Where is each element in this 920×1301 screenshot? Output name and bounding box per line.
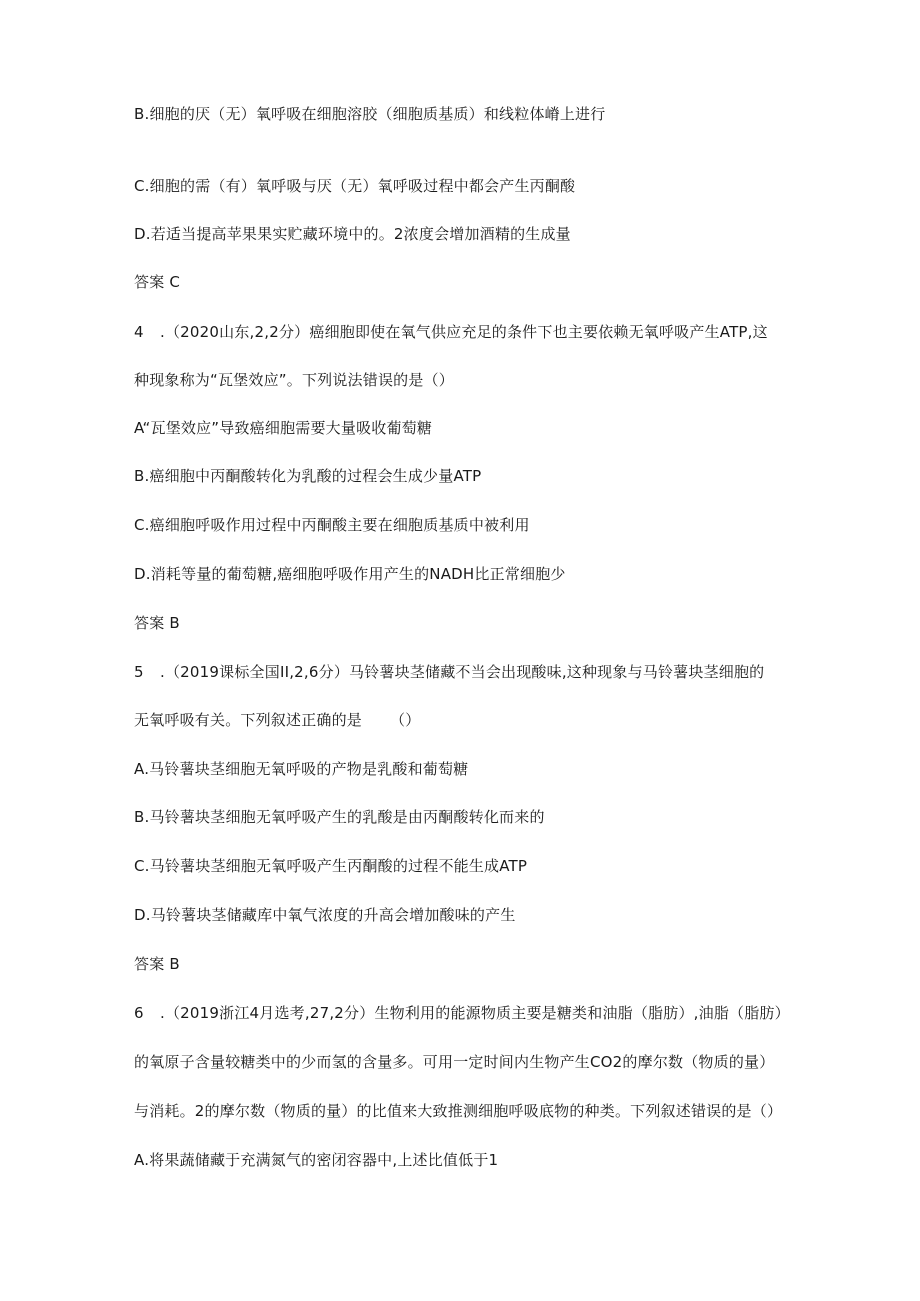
option-5b: B.马铃薯块茎细胞无氧呼吸产生的乳酸是由丙酮酸转化而来的 [134,808,545,826]
question-6-line-2: 的氧原子含量较糖类中的少而氢的含量多。可用一定时间内生物产生CO2的摩尔数（物质的量） [134,1053,775,1071]
question-5-line-2 [134,710,420,730]
option-4b: B.癌细胞中丙酮酸转化为乳酸的过程会生成少量ATP [134,467,482,485]
question-number: 6 [134,1004,144,1022]
question-6-line-1 [134,1003,790,1023]
question-5-line-1 [134,662,764,682]
option-3b: B.细胞的厌（无）氧呼吸在细胞溶胶（细胞质基质）和线粒体嵴上进行 [134,105,606,123]
option-5a: A.马铃薯块茎细胞无氧呼吸的产物是乳酸和葡萄糖 [134,760,469,778]
question-number: 5 [134,663,144,681]
option-4c: C.癌细胞呼吸作用过程中丙酮酸主要在细胞质基质中被利用 [134,516,530,534]
question-number: 4 [134,323,144,341]
question-text: 无氧呼吸有关。下列叙述正确的是 [134,711,363,729]
answer-blank: （） [390,711,421,729]
option-3c: C.细胞的需（有）氧呼吸与厌（无）氧呼吸过程中都会产生丙酮酸 [134,177,576,195]
answer-3: 答案 C [134,273,181,291]
question-4-line-2: 种现象称为“瓦堡效应”。下列说法错误的是（） [134,371,454,389]
option-3d: D.若适当提高苹果果实贮藏环境中的。2浓度会增加酒精的生成量 [134,225,571,243]
question-6-line-3: 与消耗。2的摩尔数（物质的量）的比值来大致推测细胞呼吸底物的种类。下列叙述错误的是（） [134,1102,783,1120]
option-6a: A.将果蔬储藏于充满氮气的密闭容器中,上述比值低于1 [134,1151,499,1169]
option-4d: D.消耗等量的葡萄糖,癌细胞呼吸作用产生的NADH比正常细胞少 [134,565,566,583]
question-text: .（2020山东,2,2分）癌细胞即使在氧气供应充足的条件下也主要依赖无氧呼吸产生ATP,这 [160,323,768,341]
question-4-line-1 [134,322,768,342]
question-text: .（2019浙江4月选考,27,2分）生物利用的能源物质主要是糖类和油脂（脂肪）,油脂（脂肪） [160,1004,790,1022]
answer-4: 答案 B [134,614,180,632]
option-5c: C.马铃薯块茎细胞无氧呼吸产生丙酮酸的过程不能生成ATP [134,857,528,875]
option-5d: D.马铃薯块茎储藏库中氧气浓度的升高会增加酸味的产生 [134,906,516,924]
option-4a: A“瓦堡效应”导致癌细胞需要大量吸收葡萄糖 [134,419,433,437]
answer-5: 答案 B [134,955,180,973]
question-text: .（2019课标全国II,2,6分）马铃薯块茎储藏不当会出现酸味,这种现象与马铃薯块茎细胞的 [160,663,765,681]
